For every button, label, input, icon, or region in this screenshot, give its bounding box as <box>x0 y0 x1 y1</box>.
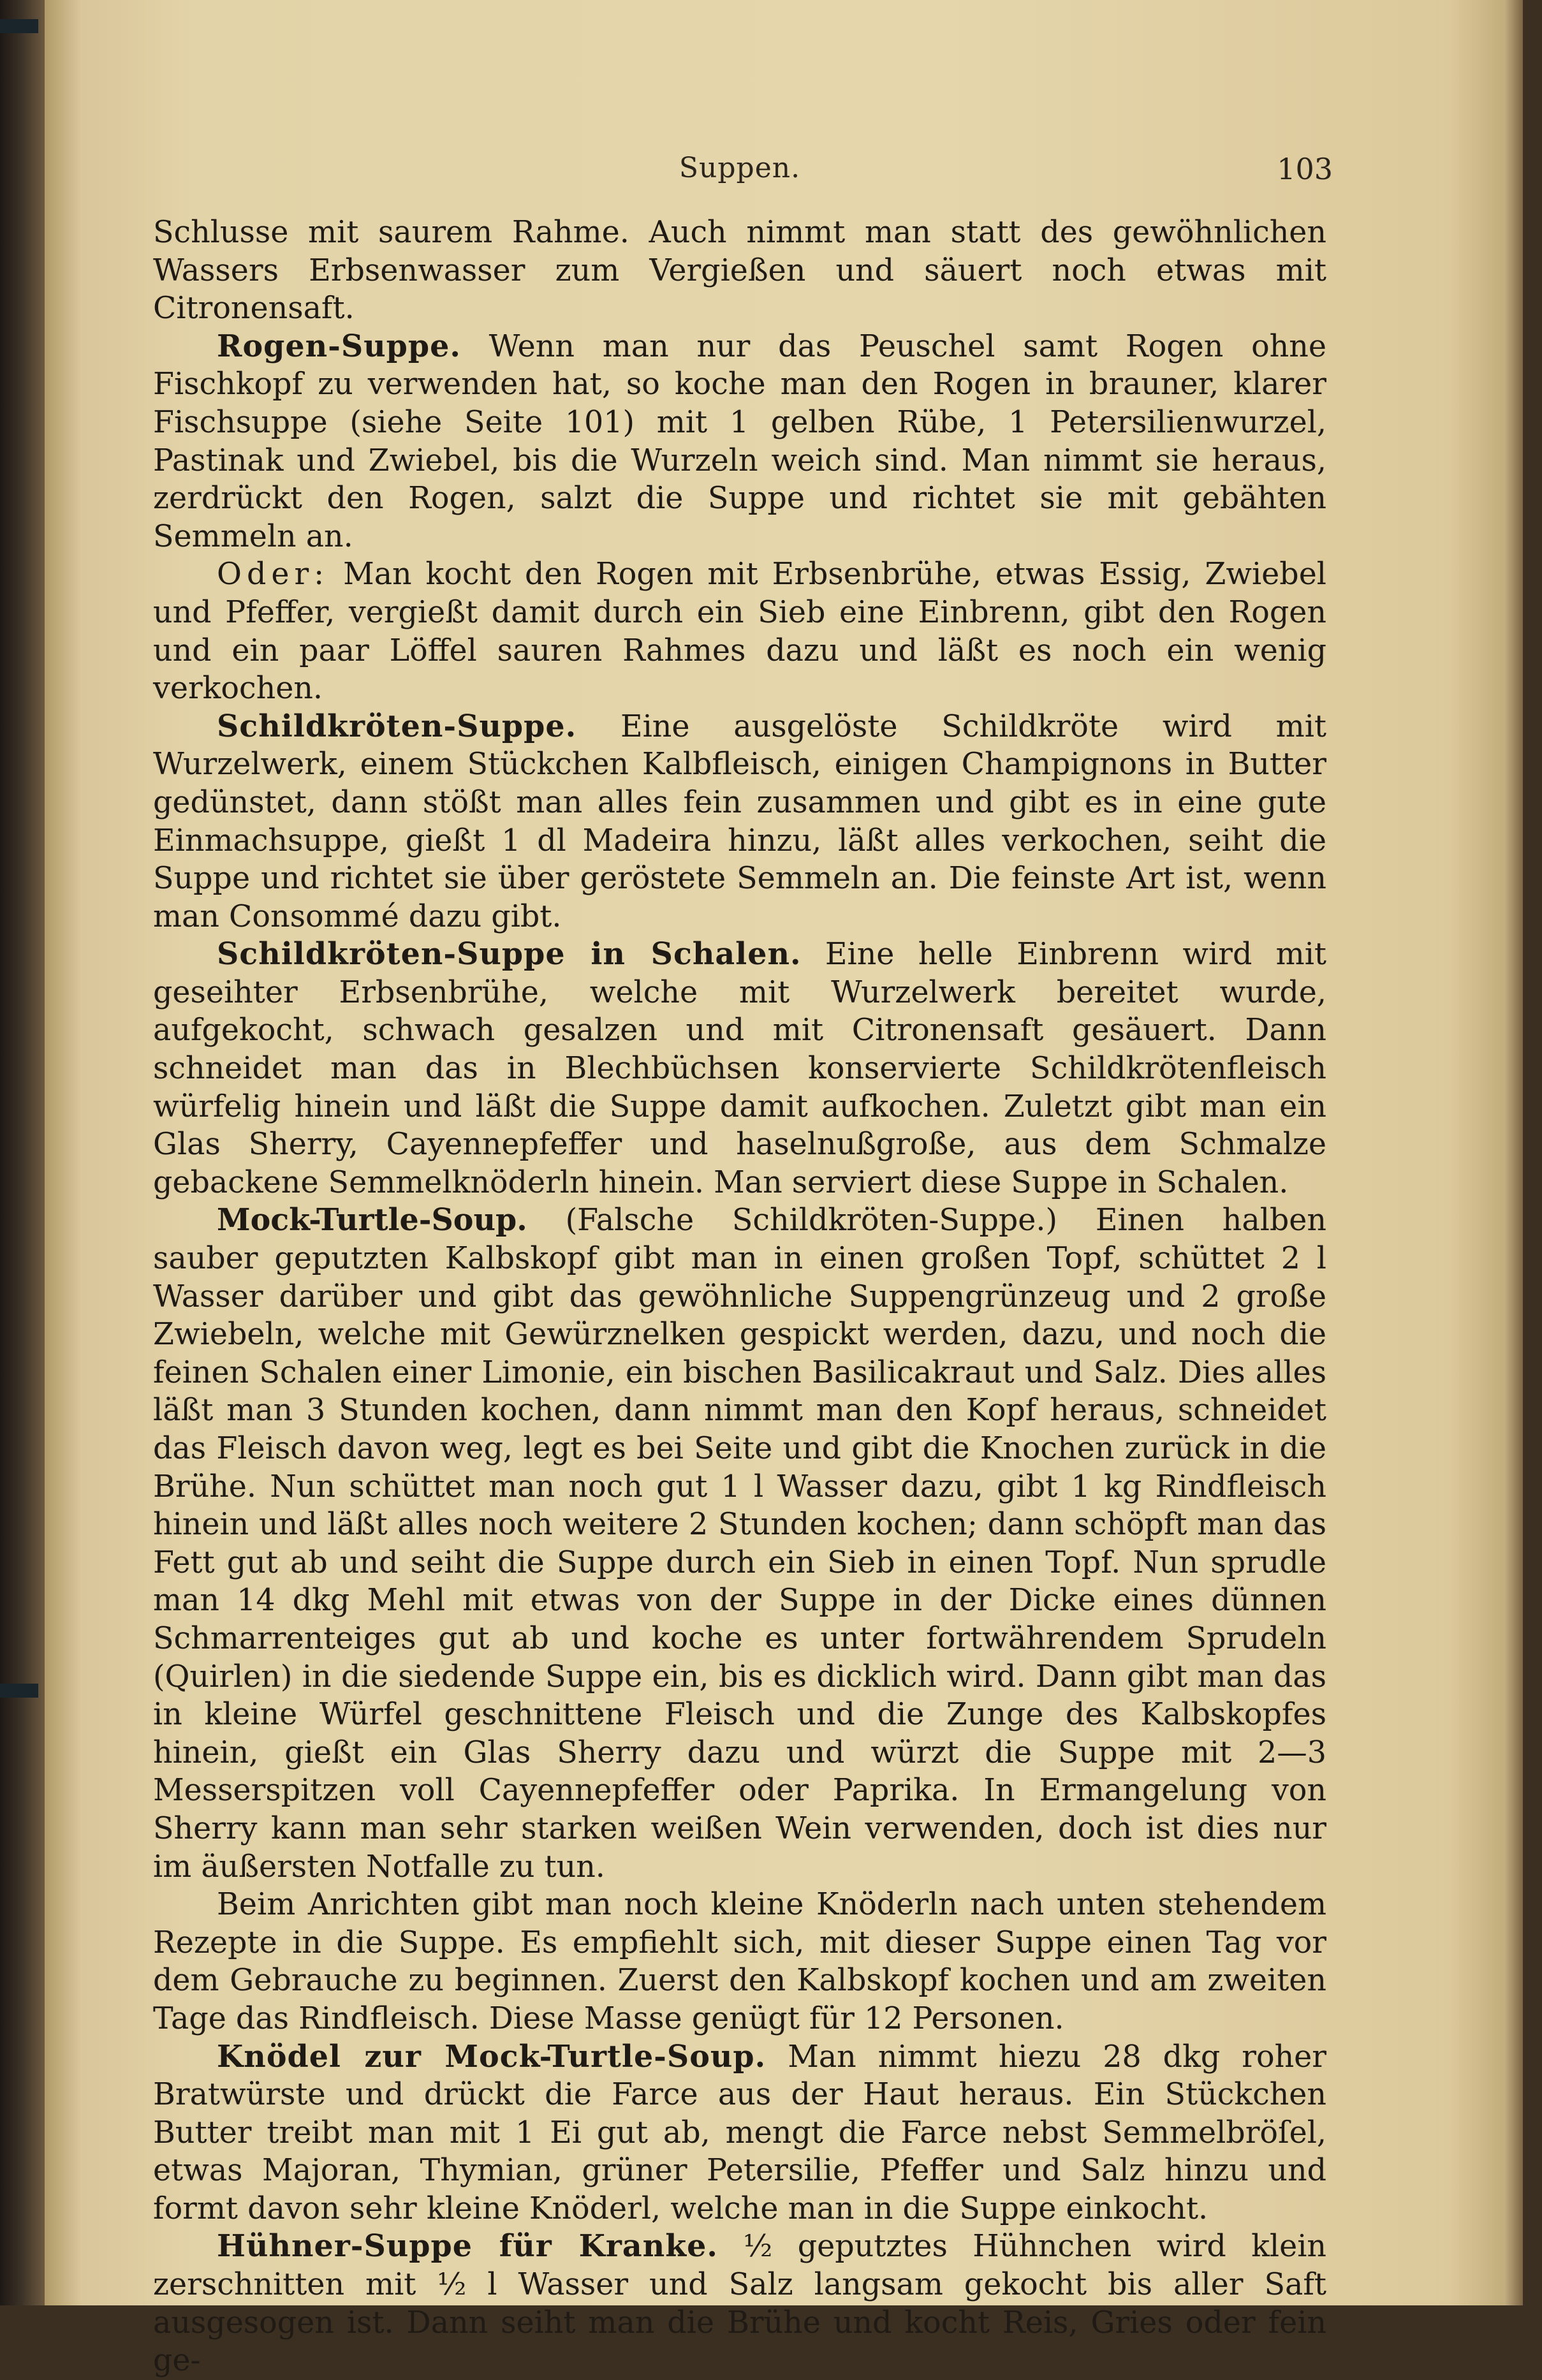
spine-band <box>0 19 38 33</box>
paragraph <box>153 1886 1326 2038</box>
paragraph <box>153 2038 1326 2228</box>
paragraph-text: Eine helle Einbrenn wird mit geseihter Erbsenbrühe, welche mit Wurzelwerk bereitet wurde, aufgekocht, schwach gesalzen und mit Citronensaft gesäuert. Dann schneidet man das in Blechbüchsen konservierte Schildkrötenfleisch würfelig hinein und läßt die Suppe damit aufkochen. Zuletzt gibt man ein Glas Sherry, Cayennepfeffer und haselnußgroße, aus dem Schmalze gebackene Semmelknöderln hinein. Man serviert diese Suppe in Schalen. <box>153 937 1326 1200</box>
paragraph <box>153 936 1326 1201</box>
paragraph-text: ½ geputztes Hühnchen wird klein zerschnitten mit ½ l Wasser und Salz langsam gekocht bis aller Saft ausgesogen ist. Dann seiht man die Brühe und kocht Reis, Gries oder fein ge- <box>153 2229 1326 2379</box>
recipe-heading: Schildkröten-Suppe. <box>217 708 577 744</box>
paragraph <box>153 1201 1326 1886</box>
paragraph <box>153 2228 1326 2379</box>
spine-band <box>0 1684 38 1698</box>
running-head: Suppen. <box>679 152 801 184</box>
paragraph-lead: Oder: <box>217 557 330 592</box>
recipe-heading: Rogen-Suppe. <box>217 328 461 364</box>
recipe-heading: Hühner-Suppe für Kranke. <box>217 2228 718 2265</box>
recipe-heading: Mock-Turtle-Soup. <box>217 1202 527 1238</box>
paragraph-text: Wenn man nur das Peuschel samt Rogen ohne Fischkopf zu verwenden hat, so koche man den Rogen in brauner, klarer Fischsuppe (siehe Seite 101) mit 1 gelben Rübe, 1 Petersilienwurzel, Pastinak und Zwiebel, bis die Wurzeln weich sind. Man nimmt sie heraus, zerdrückt den Rogen, salzt die Suppe und richtet sie mit gebähten Semmeln an. <box>153 328 1326 554</box>
page-number: 103 <box>1277 152 1333 186</box>
page-header <box>147 152 1333 203</box>
paragraph-text: Man nimmt hiezu 28 dkg roher Bratwürste und drückt die Farce aus der Haut heraus. Ein Stückchen Butter treibt man mit 1 Ei gut ab, mengt die Farce nebst Semmelbröſel, etwas Majoran, Thymian, grüner Petersilie, Pfeffer und Salz hinzu und formt davon sehr kleine Knöderl, welche man in die Suppe einkocht. <box>153 2039 1326 2226</box>
recipe-heading: Knödel zur Mock-Turtle-Soup. <box>217 2038 767 2075</box>
paragraph-text: (Falsche Schildkröten-Suppe.) Einen halben sauber geputzten Kalbskopf gibt man in einen großen Topf, schüttet 2 l Wasser darüber und gibt das gewöhnliche Suppengrünzeug und 2 große Zwiebeln, welche mit Gewürznelken gespickt werden, dazu, und noch die feinen Schalen einer Limonie, ein bischen Basilicakraut und Salz. Dies alles läßt man 3 Stunden kochen, dann nimmt man den Kopf heraus, schneidet das Fleisch davon weg, legt es bei Seite und gibt die Knochen zurück in die Brühe. Nun schüttet man noch gut 1 l Wasser dazu, gibt 1 kg Rindfleisch hinein und läßt alles noch weitere 2 Stunden kochen; dann schöpft man das Fett gut ab und seiht die Suppe durch ein Sieb in einen Topf. Nun sprudle man 14 dkg Mehl mit etwas von der Suppe in der Dicke eines dünnen Schmarrenteiges gut ab und koche es unter fortwährendem Sprudeln (Quirlen) in die siedende Suppe ein, bis es dicklich wird. Dann gibt man das in kleine Würfel geschnittene Fleisch und die Zunge des Kalbskopfes hinein, gießt ein Glas Sherry dazu und würzt die Suppe mit 2—3 Messerspitzen voll Cayennepfeffer oder Paprika. In Ermangelung von Sherry kann man sehr starken weißen Wein verwenden, doch ist dies nur im äußersten Notfalle zu tun. <box>153 1203 1327 1884</box>
paragraph-text: Man kocht den Rogen mit Erbsenbrühe, etwas Essig, Zwiebel und Pfeffer, vergießt damit durch ein Sieb eine Einbrenn, gibt den Rogen und ein paar Löffel sauren Rahmes dazu und läßt es noch ein wenig verkochen. <box>153 557 1326 707</box>
paragraph <box>153 555 1326 707</box>
paragraph-text: Beim Anrichten gibt man noch kleine Knöderln nach unten stehendem Rezepte in die Suppe. Es empfiehlt sich, mit dieser Suppe einen Tag vor dem Gebrauche zu beginnen. Zuerst den Kalbskopf kochen und am zweiten Tage das Rindfleisch. Diese Masse genügt für 12 Personen. <box>153 1887 1326 2036</box>
recipe-heading: Schildkröten-Suppe in Schalen. <box>217 936 802 973</box>
paragraph-text: Eine ausgelöste Schildkröte wird mit Wurzelwerk, einem Stückchen Kalbfleisch, einigen Champignons in Butter gedünstet, dann stößt man alles fein zusammen und gibt es in eine gute Einmachsuppe, gießt 1 dl Madeira hinzu, läßt alles verkochen, seiht die Suppe und richtet sie über geröstete Semmeln an. Die feinste Art ist, wenn man Consommé dazu gibt. <box>153 709 1326 934</box>
book-spine <box>0 0 45 2305</box>
paragraph <box>153 328 1326 556</box>
body-text <box>153 214 1326 2380</box>
paragraph-text: Schlusse mit saurem Rahme. Auch nimmt man statt des gewöhnlichen Wassers Erbsenwasser zum Vergießen und säuert noch etwas mit Citronensaft. <box>153 215 1326 327</box>
paragraph <box>153 214 1326 328</box>
paragraph <box>153 708 1326 936</box>
page-edge-shadow <box>1504 0 1523 2305</box>
